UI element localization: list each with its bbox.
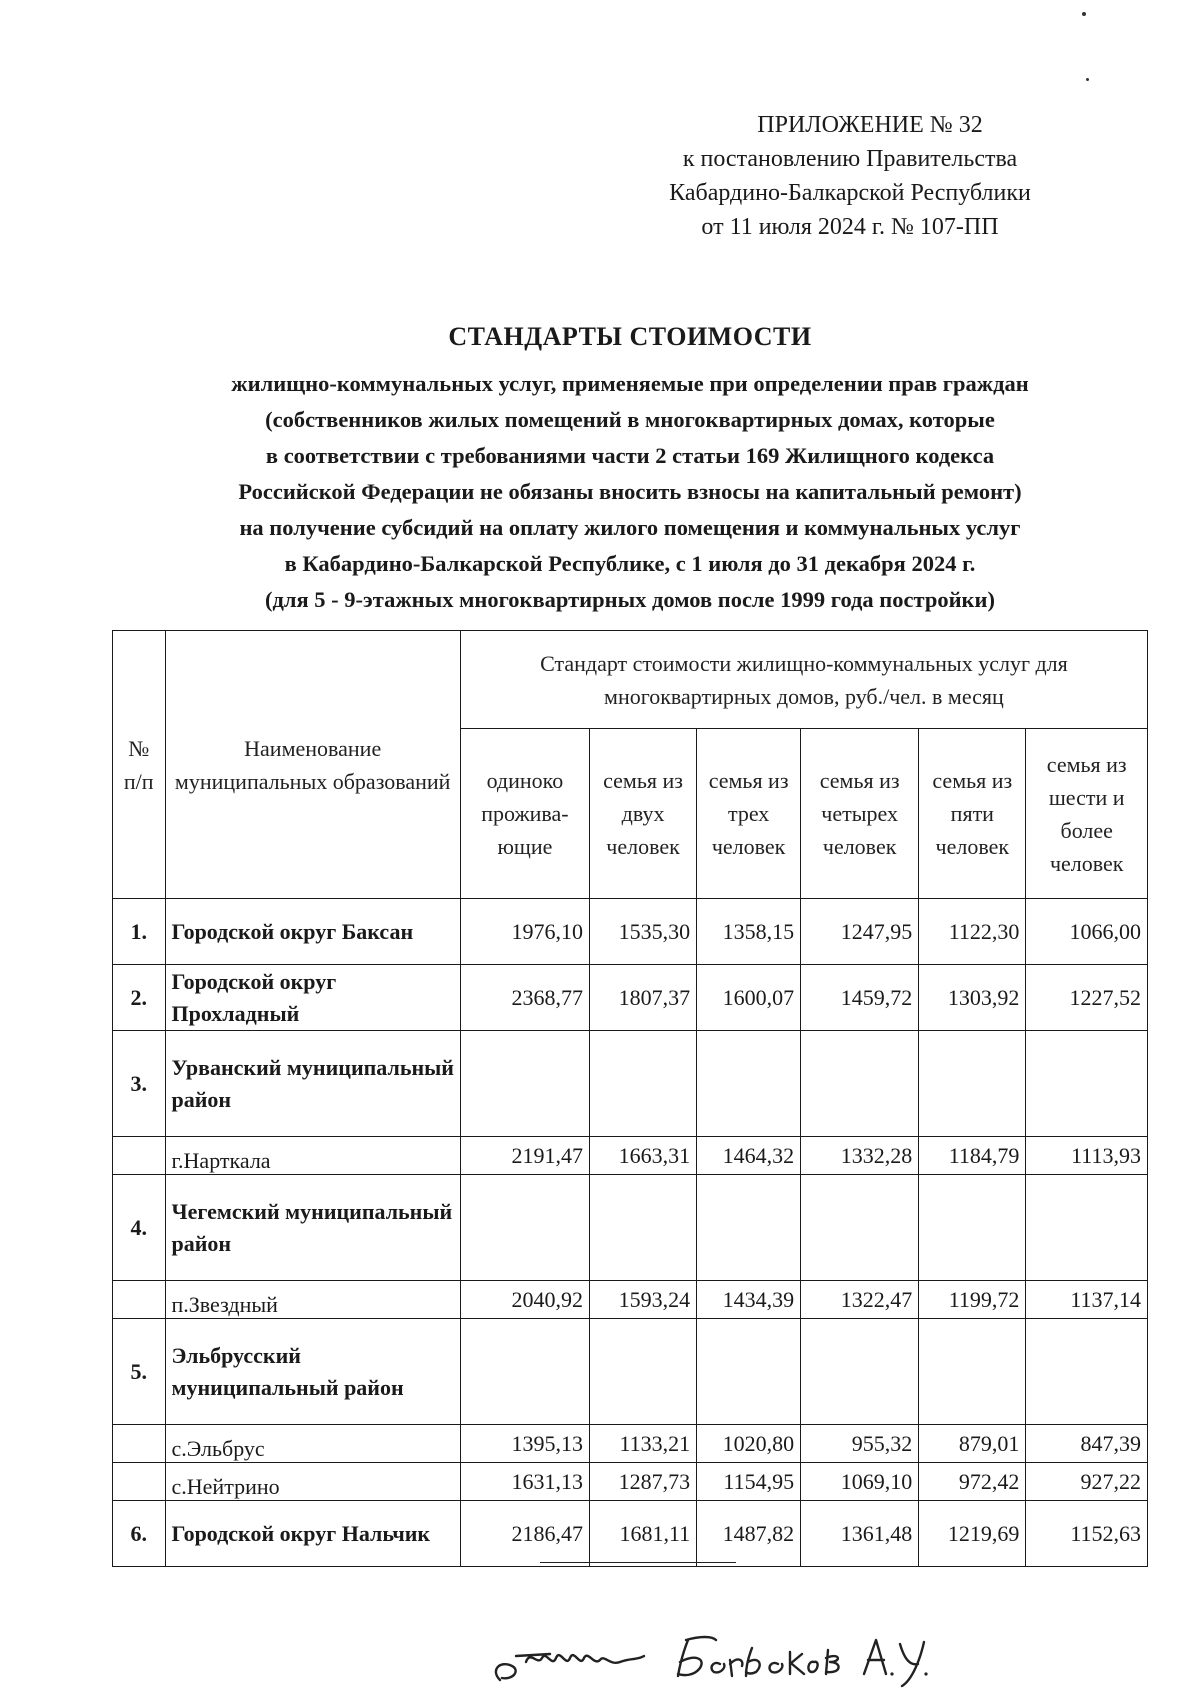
subtitle-line: в соответствии с требованиями части 2 статьи 169 Жилищного кодекса [265, 443, 995, 468]
value-five: 1303,92 [919, 965, 1026, 1031]
empty-cell [801, 1319, 919, 1425]
table-row [113, 1463, 1148, 1501]
table-row [113, 1501, 1148, 1567]
header-col-three: семья из трех человек [697, 729, 801, 899]
value-six: 927,22 [1026, 1463, 1148, 1501]
value-two: 1681,11 [589, 1501, 696, 1567]
separator-line [540, 1562, 736, 1563]
decree-line-3: от 11 июля 2024 г. № 107-ПП [701, 214, 999, 240]
table-section-row [113, 1175, 1148, 1281]
value-four: 1361,48 [801, 1501, 919, 1567]
value-single: 2040,92 [460, 1281, 589, 1319]
table-row [113, 1137, 1148, 1175]
value-three: 1434,39 [697, 1281, 801, 1319]
empty-cell [460, 1175, 589, 1281]
row-name: с.Эльбрус [165, 1425, 460, 1463]
empty-cell [460, 1031, 589, 1137]
value-three: 1487,82 [697, 1501, 801, 1567]
row-number: 6. [113, 1501, 166, 1567]
value-four: 1459,72 [801, 965, 919, 1031]
value-two: 1133,21 [589, 1425, 696, 1463]
table-section-row [113, 1031, 1148, 1137]
row-name: Урванский муниципальный район [165, 1031, 460, 1137]
row-name: Городской округ Нальчик [165, 1501, 460, 1567]
handwritten-signature [480, 1610, 980, 1690]
row-number: 2. [113, 965, 166, 1031]
empty-cell [697, 1031, 801, 1137]
value-three: 1020,80 [697, 1425, 801, 1463]
cost-standards-table [112, 630, 1148, 1567]
row-number: 1. [113, 899, 166, 965]
empty-cell [697, 1319, 801, 1425]
empty-cell [113, 1463, 166, 1501]
empty-cell [919, 1031, 1026, 1137]
subtitle-line: на получение субсидий на оплату жилого помещения и коммунальных услуг [239, 515, 1021, 540]
value-four: 955,32 [801, 1425, 919, 1463]
row-name: Городской округ Прохладный [165, 965, 460, 1031]
value-five: 879,01 [919, 1425, 1026, 1463]
header-col-number: № п/п [113, 631, 166, 899]
empty-cell [589, 1175, 696, 1281]
value-three: 1464,32 [697, 1137, 801, 1175]
value-four: 1069,10 [801, 1463, 919, 1501]
table-row [113, 899, 1148, 965]
header-col-five: семья из пяти человек [919, 729, 1026, 899]
value-five: 1184,79 [919, 1137, 1026, 1175]
value-six: 847,39 [1026, 1425, 1148, 1463]
subtitle-line: (собственников жилых помещений в многоквартирных домах, которые [265, 407, 995, 432]
value-single: 1395,13 [460, 1425, 589, 1463]
value-five: 1199,72 [919, 1281, 1026, 1319]
header-col-two: семья из двух человек [589, 729, 696, 899]
header-col-single: одиноко прожива-ющие [460, 729, 589, 899]
decree-line-2: Кабардино-Балкарской Республики [669, 180, 1031, 206]
value-single: 1976,10 [460, 899, 589, 965]
row-name: г.Нарткала [165, 1137, 460, 1175]
header-col-name: Наименование муниципальных образований [165, 631, 460, 899]
value-single: 2191,47 [460, 1137, 589, 1175]
header-col-six: семья из шести и более человек [1026, 729, 1148, 899]
table-row [113, 965, 1148, 1031]
row-name: Чегемский муниципальный район [165, 1175, 460, 1281]
table-header-row [113, 631, 1148, 729]
subtitle-line: (для 5 - 9-этажных многоквартирных домов после 1999 года постройки) [265, 587, 995, 612]
row-name: п.Звездный [165, 1281, 460, 1319]
document-subtitle [100, 366, 1160, 618]
scan-speck [1082, 12, 1086, 16]
appendix-number: ПРИЛОЖЕНИЕ № 32 [757, 112, 983, 138]
header-col-group: Стандарт стоимости жилищно-коммунальных услуг для многоквартирных домов, руб./чел. в месяц [460, 631, 1147, 729]
decree-line-1: к постановлению Правительства [682, 146, 1018, 172]
empty-cell [801, 1031, 919, 1137]
empty-cell [113, 1137, 166, 1175]
row-number: 4. [113, 1175, 166, 1281]
table-row [113, 1425, 1148, 1463]
subtitle-line: Российской Федерации не обязаны вносить взносы на капитальный ремонт) [238, 479, 1022, 504]
value-four: 1332,28 [801, 1137, 919, 1175]
empty-cell [801, 1175, 919, 1281]
scan-speck [1086, 78, 1089, 81]
value-single: 2368,77 [460, 965, 589, 1031]
row-name: с.Нейтрино [165, 1463, 460, 1501]
empty-cell [589, 1319, 696, 1425]
value-two: 1535,30 [589, 899, 696, 965]
value-single: 1631,13 [460, 1463, 589, 1501]
value-two: 1287,73 [589, 1463, 696, 1501]
value-single: 2186,47 [460, 1501, 589, 1567]
empty-cell [1026, 1031, 1148, 1137]
empty-cell [113, 1281, 166, 1319]
row-name: Эльбрусский муниципальный район [165, 1319, 460, 1425]
value-three: 1358,15 [697, 899, 801, 965]
appendix-header [600, 108, 1100, 244]
empty-cell [113, 1425, 166, 1463]
subtitle-line: жилищно-коммунальных услуг, применяемые при определении прав граждан [231, 371, 1029, 396]
value-four: 1247,95 [801, 899, 919, 965]
subtitle-line: в Кабардино-Балкарской Республике, с 1 июля до 31 декабря 2024 г. [284, 551, 976, 576]
value-four: 1322,47 [801, 1281, 919, 1319]
empty-cell [589, 1031, 696, 1137]
row-number: 5. [113, 1319, 166, 1425]
value-five: 1219,69 [919, 1501, 1026, 1567]
value-six: 1137,14 [1026, 1281, 1148, 1319]
value-six: 1152,63 [1026, 1501, 1148, 1567]
value-five: 1122,30 [919, 899, 1026, 965]
value-six: 1113,93 [1026, 1137, 1148, 1175]
value-six: 1066,00 [1026, 899, 1148, 965]
empty-cell [919, 1175, 1026, 1281]
empty-cell [697, 1175, 801, 1281]
value-three: 1600,07 [697, 965, 801, 1031]
value-two: 1663,31 [589, 1137, 696, 1175]
row-number: 3. [113, 1031, 166, 1137]
value-five: 972,42 [919, 1463, 1026, 1501]
empty-cell [1026, 1319, 1148, 1425]
value-six: 1227,52 [1026, 965, 1148, 1031]
header-col-four: семья из четырех человек [801, 729, 919, 899]
row-name: Городской округ Баксан [165, 899, 460, 965]
empty-cell [1026, 1175, 1148, 1281]
value-three: 1154,95 [697, 1463, 801, 1501]
empty-cell [919, 1319, 1026, 1425]
value-two: 1593,24 [589, 1281, 696, 1319]
document-title: СТАНДАРТЫ СТОИМОСТИ [448, 322, 812, 351]
table-row [113, 1281, 1148, 1319]
value-two: 1807,37 [589, 965, 696, 1031]
table-section-row [113, 1319, 1148, 1425]
empty-cell [460, 1319, 589, 1425]
